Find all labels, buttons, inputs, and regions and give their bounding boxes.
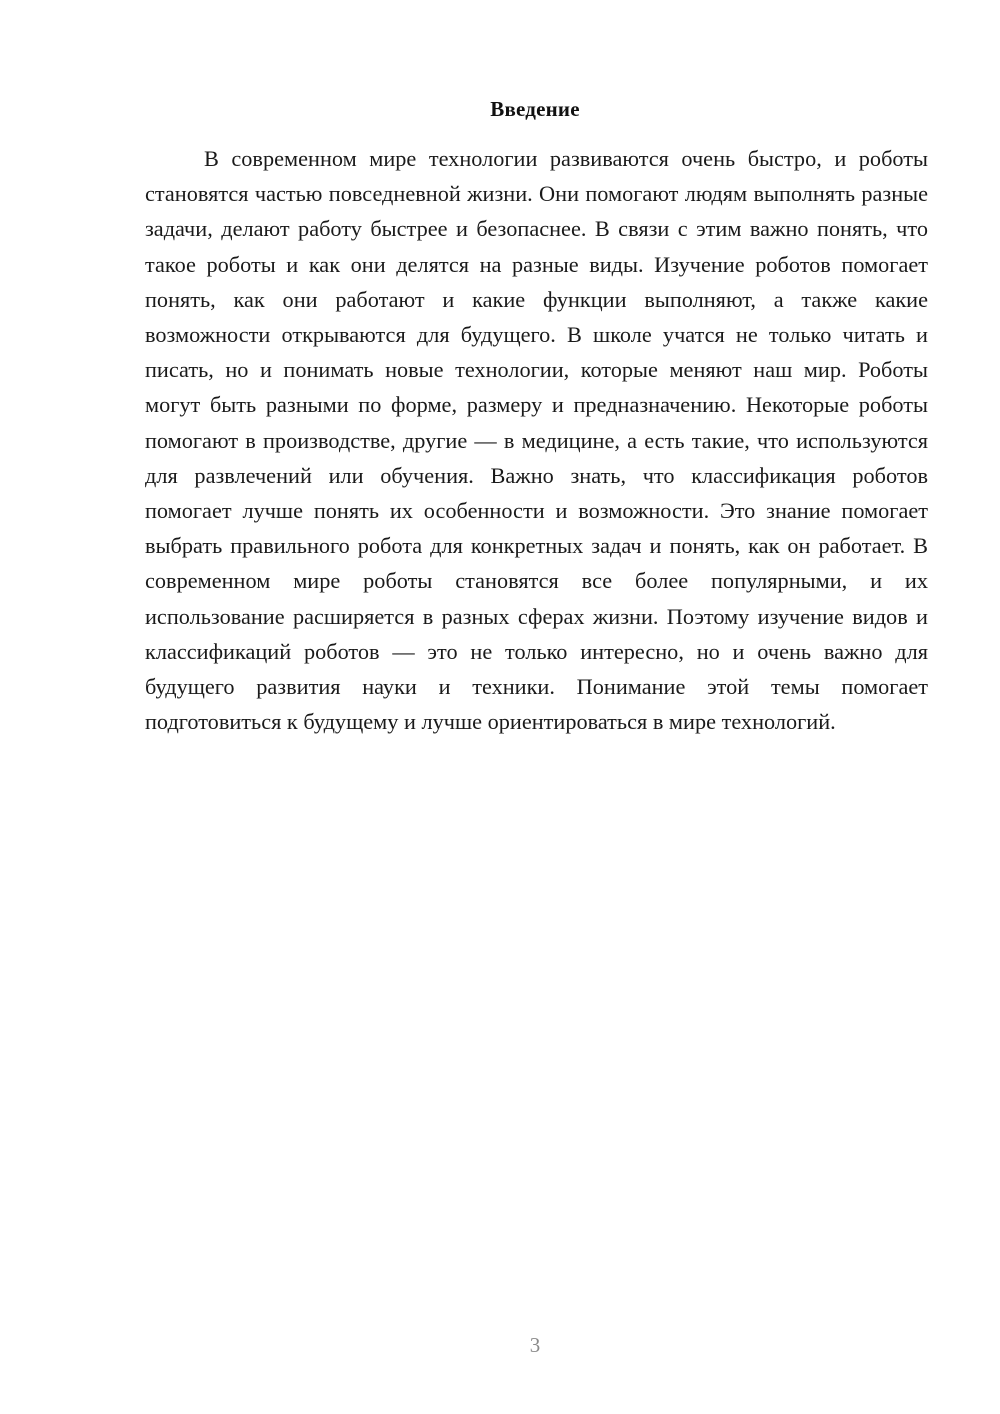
section-heading: Введение <box>490 97 580 121</box>
body-paragraph: В современном мире технологии развиваются очень быстро, и роботы становятся частью повседневной жизни. Они помогают людям выполнять разные задачи, делают работу быстрее и безопаснее. В связи с этим важно понять, что такое роботы и как они делятся на разные виды. Изучение роботов помогает понять, как они работают и какие функции выполняют, а также какие возможности открываются для будущего. В школе учатся не только читать и писать, но и понимать новые технологии, которые меняют наш мир. Роботы могут быть разными по форме, размеру и предназначению. Некоторые роботы помогают в производстве, другие — в медицине, а есть такие, что используются для развлечений или обучения. Важно знать, что классификация роботов помогает лучше понять их особенности и возможности. Это знание помогает выбрать правильного робота для конкретных задач и понять, как он работает. В современном мире роботы становятся все более популярными, и их использование расширяется в разных сферах жизни. Поэтому изучение видов и классификаций роботов — это не только интересно, но и очень важно для будущего развития науки и техники. Понимание этой темы помогает подготовиться к будущему и лучше ориентироваться в мире технологий. <box>145 146 928 735</box>
page-number: 3 <box>529 1333 541 1357</box>
